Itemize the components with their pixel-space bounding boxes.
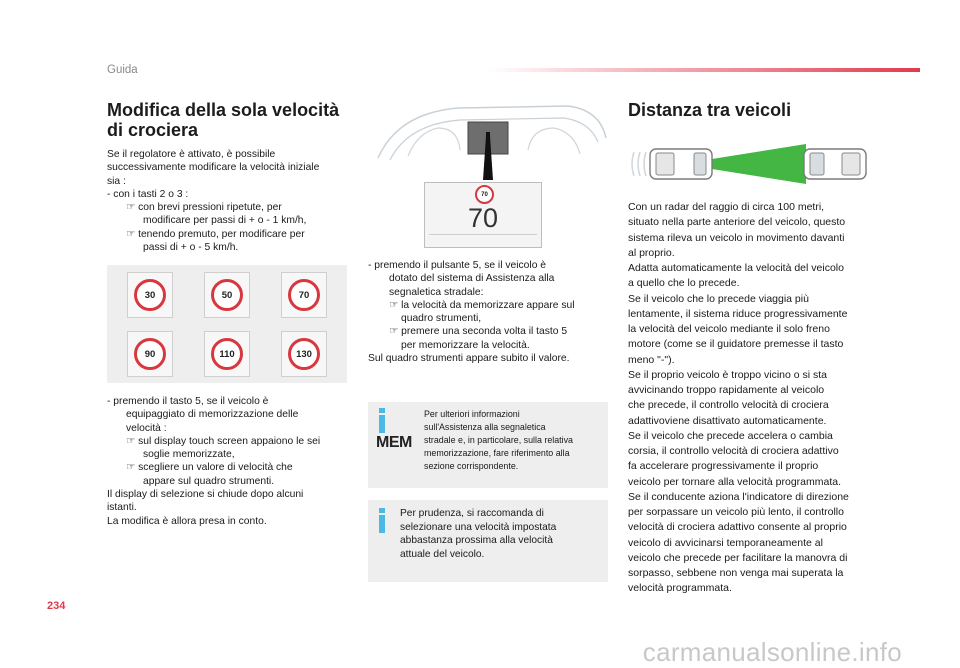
left-title-line1: Modifica della sola velocità xyxy=(107,100,340,120)
radar-illustration xyxy=(628,140,868,190)
list-item-cont: equipaggiato di memorizzazione delle xyxy=(126,409,299,421)
info-icon xyxy=(378,508,386,533)
section-label: Guida xyxy=(107,64,138,76)
sub-item-cont: modificare per passi di + o - 1 km/h, xyxy=(143,215,307,227)
speed-sign-130: 130 xyxy=(281,331,327,377)
info-text: Per ulteriori informazioni sull'Assistenza alla segnaletica stradale e, in particolare, sulla relativa memorizzazione, fare riferimento alla sezione corrispondente. xyxy=(424,409,573,471)
sub-item: ☞ sul display touch screen appaiono le sei xyxy=(126,435,321,447)
sub-item-cont: quadro strumenti, xyxy=(401,313,482,325)
mem-label: MEM xyxy=(376,434,412,451)
display-speed-value: 70 xyxy=(467,203,499,233)
page-number: 234 xyxy=(47,600,66,612)
list-item-button5: - premendo il tasto 5, se il veicolo è xyxy=(107,396,269,407)
sub-item-cont: per memorizzare la velocità. xyxy=(401,339,530,351)
speed-sign-30: 30 xyxy=(127,272,173,318)
info-box-caution xyxy=(368,500,608,582)
speed-sign-90: 90 xyxy=(127,331,173,377)
list-item-keys: - con i tasti 2 o 3 : xyxy=(107,188,189,200)
speed-signs-panel xyxy=(107,265,347,383)
middle-text-block xyxy=(368,259,608,365)
right-body: Con un radar del raggio di circa 100 metri, situato nella parte anteriore del veicolo, questo sistema rileva un veicolo in movimento davanti al proprio. Adatta automaticamente la velocità del veicolo a quello che lo precede. Se il veicolo che lo precede viaggia più lentamente, il sistema riduce progressivamente la velocità del veicolo mediante il solo freno motore (come se il guidatore premesse il tasto meno "-"). Se il proprio veicolo è troppo vicino o si sta avvicinando troppo rapidamente al veicolo che precede, il controllo velocità di crociera adattivoviene disattivato automaticamente. Se il veicolo che precede accelera o cambia corsia, il controllo velocità di crociera adattivo fa accelerare progressivamente il proprio veicolo per tornare alla velocità programmata. Se il conducente aziona l'indicatore di direzione per sorpassare un veicolo più lento, il controllo velocità di crociera adattivo consente al proprio veicolo di avvicinarsi temporaneamente al veicolo che precede per facilitare la manovra di sorpasso, sebbene non venga mai superata la velocità programmata. xyxy=(628,201,849,595)
left-lower-block xyxy=(107,395,357,528)
intro-line: successivamente modificare la velocità iniziale xyxy=(107,162,320,174)
sub-item: ☞ con brevi pressioni ripetute, per xyxy=(126,202,282,214)
list-item-cont: velocità : xyxy=(126,422,167,434)
left-title xyxy=(107,100,339,140)
left-title-line2: di crociera xyxy=(107,120,199,140)
speed-display xyxy=(424,182,542,248)
display-divider xyxy=(429,234,537,235)
outcome-line: La modifica è allora presa in conto. xyxy=(107,515,267,527)
header-rule xyxy=(488,68,920,72)
intro-line: Se il regolatore è attivato, è possibile xyxy=(107,149,276,160)
sub-item: ☞ scegliere un valore di velocità che xyxy=(126,462,293,474)
speed-sign-70: 70 xyxy=(281,272,327,318)
sub-item-cont: passi di + o - 5 km/h. xyxy=(143,242,239,254)
intro-line: sia : xyxy=(107,175,126,187)
info-box-tsr xyxy=(368,402,608,488)
sub-item: ☞ premere una seconda volta il tasto 5 xyxy=(389,326,568,338)
list-item-cont: dotato del sistema di Assistenza alla xyxy=(389,273,555,285)
outcome-line: istanti. xyxy=(107,502,137,514)
sub-item-cont: appare sul quadro strumenti. xyxy=(143,475,275,487)
sub-item-cont: soglie memorizzate, xyxy=(143,449,235,461)
info-text: Per prudenza, si raccomanda di selezionare una velocità impostata abbastanza prossima alla velocità attuale del veicolo. xyxy=(400,508,557,560)
right-title: Distanza tra veicoli xyxy=(628,100,792,120)
info-icon xyxy=(378,408,386,433)
outcome-line: Sul quadro strumenti appare subito il valore. xyxy=(368,353,570,365)
watermark: carmanualsonline.info xyxy=(642,637,902,667)
sub-item: ☞ tenendo premuto, per modificare per xyxy=(126,228,305,240)
display-speed-sign: 70 xyxy=(475,185,494,204)
list-item-button5: - premendo il pulsante 5, se il veicolo è xyxy=(368,260,547,271)
list-item-cont: segnaletica stradale: xyxy=(389,286,484,298)
speed-sign-110: 110 xyxy=(204,331,250,377)
outcome-line: Il display di selezione si chiude dopo alcuni xyxy=(107,489,304,501)
left-intro-block xyxy=(107,148,357,254)
sub-item: ☞ la velocità da memorizzare appare sul xyxy=(389,299,575,311)
speed-sign-50: 50 xyxy=(204,272,250,318)
